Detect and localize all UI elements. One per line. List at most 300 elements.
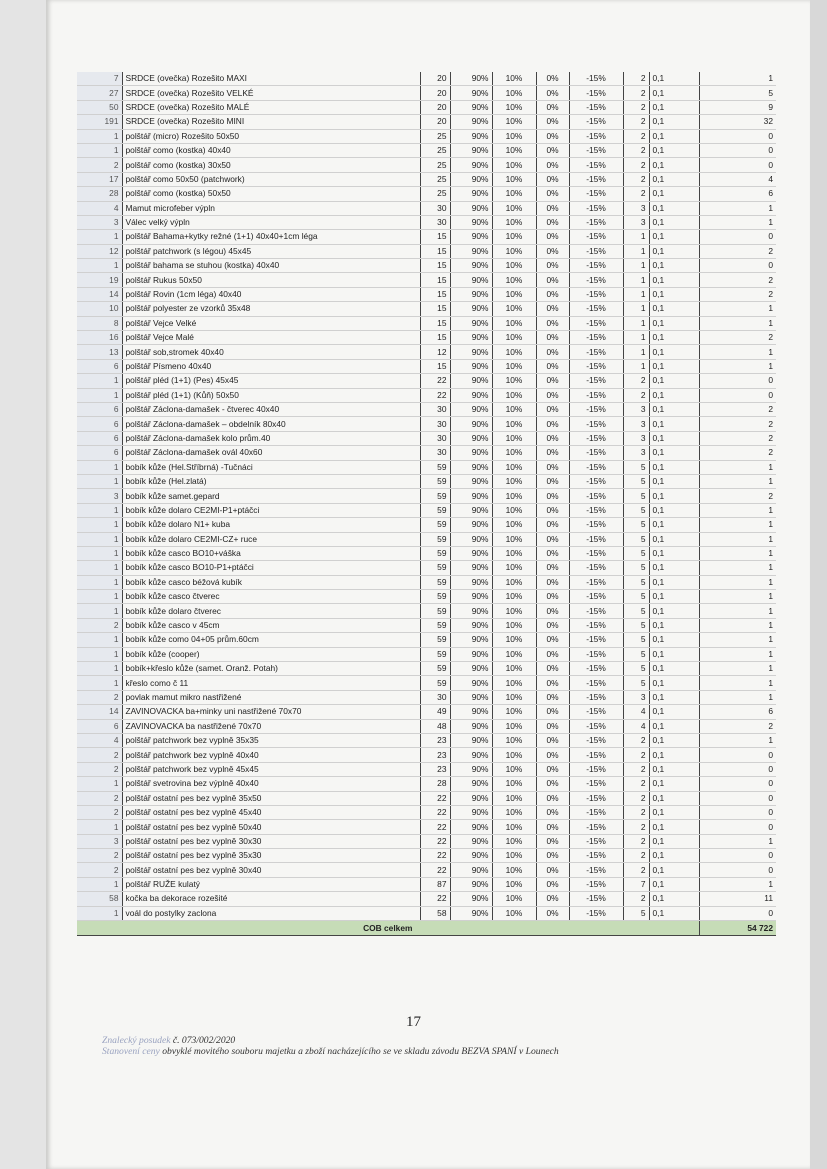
table-row [77, 115, 776, 129]
row-coefficient: 0,1 [649, 647, 699, 661]
row-wear: 90% [450, 690, 492, 704]
row-residual: 10% [492, 474, 536, 488]
row-quantity: 1 [77, 633, 122, 647]
row-residual: 10% [492, 230, 536, 244]
row-markup: 0% [536, 215, 569, 229]
row-markup: 0% [536, 172, 569, 186]
row-value: 1 [699, 834, 776, 848]
row-residual: 10% [492, 417, 536, 431]
row-residual: 10% [492, 115, 536, 129]
row-residual: 10% [492, 100, 536, 114]
row-residual: 10% [492, 604, 536, 618]
row-markup: 0% [536, 590, 569, 604]
row-discount: -15% [569, 115, 623, 129]
row-age: 2 [623, 849, 649, 863]
row-residual: 10% [492, 877, 536, 891]
table-row [77, 431, 776, 445]
table-row [77, 374, 776, 388]
row-residual: 10% [492, 489, 536, 503]
row-discount: -15% [569, 618, 623, 632]
row-wear: 90% [450, 388, 492, 402]
table-row [77, 863, 776, 877]
row-wear: 90% [450, 575, 492, 589]
row-coefficient: 0,1 [649, 518, 699, 532]
row-item-name: polštář como (kostka) 50x50 [122, 187, 420, 201]
row-discount: -15% [569, 705, 623, 719]
row-item-name: polštář bahama se stuhou (kostka) 40x40 [122, 259, 420, 273]
row-unit-price: 25 [420, 158, 450, 172]
row-coefficient: 0,1 [649, 446, 699, 460]
row-coefficient: 0,1 [649, 906, 699, 920]
row-age: 4 [623, 719, 649, 733]
row-wear: 90% [450, 374, 492, 388]
row-wear: 90% [450, 72, 492, 86]
table-row [77, 906, 776, 920]
row-wear: 90% [450, 820, 492, 834]
row-coefficient: 0,1 [649, 489, 699, 503]
table-row [77, 849, 776, 863]
row-coefficient: 0,1 [649, 719, 699, 733]
row-item-name: polštář Rovin (1cm léga) 40x40 [122, 287, 420, 301]
row-wear: 90% [450, 590, 492, 604]
table-row [77, 100, 776, 114]
row-age: 3 [623, 417, 649, 431]
row-quantity: 6 [77, 359, 122, 373]
row-quantity: 2 [77, 805, 122, 819]
table-row [77, 518, 776, 532]
row-age: 2 [623, 187, 649, 201]
row-wear: 90% [450, 906, 492, 920]
table-row [77, 359, 776, 373]
row-residual: 10% [492, 849, 536, 863]
row-markup: 0% [536, 72, 569, 86]
row-coefficient: 0,1 [649, 129, 699, 143]
row-coefficient: 0,1 [649, 158, 699, 172]
row-residual: 10% [492, 316, 536, 330]
row-residual: 10% [492, 431, 536, 445]
row-quantity: 4 [77, 201, 122, 215]
row-quantity: 1 [77, 129, 122, 143]
row-age: 5 [623, 618, 649, 632]
row-item-name: povlak mamut mikro nastřižené [122, 690, 420, 704]
row-discount: -15% [569, 503, 623, 517]
row-quantity: 1 [77, 474, 122, 488]
row-item-name: polštář patchwork bez vyplně 45x45 [122, 762, 420, 776]
row-value: 0 [699, 143, 776, 157]
row-quantity: 16 [77, 331, 122, 345]
row-residual: 10% [492, 733, 536, 747]
row-residual: 10% [492, 143, 536, 157]
row-unit-price: 20 [420, 100, 450, 114]
row-discount: -15% [569, 662, 623, 676]
table-row [77, 733, 776, 747]
footer-line-1-prefix: Znalecký posudek [102, 1035, 171, 1046]
row-item-name: bobík kůže samet.gepard [122, 489, 420, 503]
row-unit-price: 22 [420, 892, 450, 906]
row-value: 1 [699, 633, 776, 647]
row-unit-price: 15 [420, 316, 450, 330]
row-coefficient: 0,1 [649, 201, 699, 215]
row-markup: 0% [536, 849, 569, 863]
row-age: 2 [623, 100, 649, 114]
row-unit-price: 20 [420, 86, 450, 100]
row-unit-price: 20 [420, 115, 450, 129]
row-wear: 90% [450, 719, 492, 733]
row-age: 2 [623, 820, 649, 834]
row-value: 32 [699, 115, 776, 129]
row-residual: 10% [492, 287, 536, 301]
row-wear: 90% [450, 503, 492, 517]
row-markup: 0% [536, 259, 569, 273]
row-coefficient: 0,1 [649, 863, 699, 877]
row-discount: -15% [569, 431, 623, 445]
row-markup: 0% [536, 546, 569, 560]
row-wear: 90% [450, 733, 492, 747]
row-age: 1 [623, 244, 649, 258]
row-residual: 10% [492, 158, 536, 172]
row-item-name: bobík kůže (Hel.Stříbrná) -Tučnáci [122, 460, 420, 474]
row-discount: -15% [569, 201, 623, 215]
table-row [77, 172, 776, 186]
row-item-name: polštář (micro) Rozešito 50x50 [122, 129, 420, 143]
row-value: 2 [699, 446, 776, 460]
footer-line-1 [102, 1035, 235, 1046]
row-markup: 0% [536, 316, 569, 330]
row-discount: -15% [569, 863, 623, 877]
row-age: 5 [623, 647, 649, 661]
table-row [77, 590, 776, 604]
row-coefficient: 0,1 [649, 834, 699, 848]
row-item-name: polštář ostatní pes bez vyplně 35x50 [122, 791, 420, 805]
row-wear: 90% [450, 287, 492, 301]
row-quantity: 2 [77, 158, 122, 172]
row-unit-price: 59 [420, 633, 450, 647]
row-unit-price: 59 [420, 518, 450, 532]
row-residual: 10% [492, 863, 536, 877]
row-markup: 0% [536, 158, 569, 172]
row-age: 5 [623, 532, 649, 546]
row-quantity: 6 [77, 446, 122, 460]
row-unit-price: 15 [420, 359, 450, 373]
row-wear: 90% [450, 446, 492, 460]
row-wear: 90% [450, 100, 492, 114]
row-residual: 10% [492, 331, 536, 345]
row-markup: 0% [536, 187, 569, 201]
row-age: 5 [623, 575, 649, 589]
row-coefficient: 0,1 [649, 604, 699, 618]
row-discount: -15% [569, 805, 623, 819]
row-item-name: bobík kůže (Hel.zlatá) [122, 474, 420, 488]
row-markup: 0% [536, 417, 569, 431]
table-row [77, 662, 776, 676]
row-discount: -15% [569, 604, 623, 618]
row-discount: -15% [569, 316, 623, 330]
row-unit-price: 22 [420, 388, 450, 402]
row-markup: 0% [536, 805, 569, 819]
row-value: 1 [699, 503, 776, 517]
row-quantity: 6 [77, 719, 122, 733]
row-residual: 10% [492, 892, 536, 906]
row-quantity: 12 [77, 244, 122, 258]
row-unit-price: 28 [420, 777, 450, 791]
row-quantity: 6 [77, 417, 122, 431]
row-value: 2 [699, 417, 776, 431]
row-discount: -15% [569, 460, 623, 474]
row-wear: 90% [450, 849, 492, 863]
row-markup: 0% [536, 748, 569, 762]
table-row [77, 331, 776, 345]
row-item-name: kočka ba dekorace rozešité [122, 892, 420, 906]
row-wear: 90% [450, 302, 492, 316]
row-wear: 90% [450, 863, 492, 877]
table-row [77, 143, 776, 157]
row-item-name: ZAVINOVACKA ba+minky uni nastřižené 70x70 [122, 705, 420, 719]
row-item-name: polštář ostatní pes bez vyplně 30x30 [122, 834, 420, 848]
row-unit-price: 15 [420, 287, 450, 301]
row-unit-price: 59 [420, 676, 450, 690]
table-row [77, 259, 776, 273]
table-row [77, 618, 776, 632]
row-coefficient: 0,1 [649, 705, 699, 719]
row-discount: -15% [569, 187, 623, 201]
row-residual: 10% [492, 86, 536, 100]
row-age: 5 [623, 546, 649, 560]
row-item-name: polštář Záclona-damašek - čtverec 40x40 [122, 402, 420, 416]
row-age: 3 [623, 201, 649, 215]
row-wear: 90% [450, 762, 492, 776]
row-wear: 90% [450, 633, 492, 647]
row-item-name: polštář Rukus 50x50 [122, 273, 420, 287]
footer-line-1-text: č. 073/002/2020 [172, 1035, 236, 1046]
row-item-name: bobík kůže casco BO10-P1+ptáčci [122, 561, 420, 575]
row-value: 1 [699, 662, 776, 676]
table-row [77, 748, 776, 762]
row-age: 3 [623, 446, 649, 460]
row-coefficient: 0,1 [649, 676, 699, 690]
row-item-name: polštář pléd (1+1) (Kůň) 50x50 [122, 388, 420, 402]
row-item-name: bobík kůže dolaro CE2MI-CZ+ ruce [122, 532, 420, 546]
row-coefficient: 0,1 [649, 374, 699, 388]
row-discount: -15% [569, 590, 623, 604]
row-unit-price: 22 [420, 863, 450, 877]
row-markup: 0% [536, 575, 569, 589]
row-wear: 90% [450, 834, 492, 848]
row-wear: 90% [450, 215, 492, 229]
row-discount: -15% [569, 906, 623, 920]
row-residual: 10% [492, 532, 536, 546]
row-discount: -15% [569, 259, 623, 273]
table-row [77, 388, 776, 402]
row-age: 2 [623, 777, 649, 791]
row-markup: 0% [536, 777, 569, 791]
row-coefficient: 0,1 [649, 172, 699, 186]
row-age: 5 [623, 633, 649, 647]
row-age: 5 [623, 662, 649, 676]
row-coefficient: 0,1 [649, 417, 699, 431]
row-residual: 10% [492, 633, 536, 647]
row-wear: 90% [450, 172, 492, 186]
row-quantity: 58 [77, 892, 122, 906]
row-quantity: 1 [77, 561, 122, 575]
row-wear: 90% [450, 604, 492, 618]
row-quantity: 3 [77, 489, 122, 503]
row-wear: 90% [450, 676, 492, 690]
row-markup: 0% [536, 273, 569, 287]
row-markup: 0% [536, 676, 569, 690]
row-item-name: polštář ostatní pes bez vyplně 30x40 [122, 863, 420, 877]
row-value: 1 [699, 215, 776, 229]
table-row [77, 820, 776, 834]
row-unit-price: 23 [420, 748, 450, 762]
row-value: 0 [699, 748, 776, 762]
row-quantity: 1 [77, 460, 122, 474]
row-markup: 0% [536, 345, 569, 359]
row-age: 5 [623, 518, 649, 532]
row-quantity: 1 [77, 590, 122, 604]
row-coefficient: 0,1 [649, 331, 699, 345]
row-discount: -15% [569, 287, 623, 301]
row-residual: 10% [492, 546, 536, 560]
row-discount: -15% [569, 647, 623, 661]
row-coefficient: 0,1 [649, 431, 699, 445]
row-markup: 0% [536, 705, 569, 719]
row-discount: -15% [569, 489, 623, 503]
row-quantity: 2 [77, 849, 122, 863]
row-wear: 90% [450, 129, 492, 143]
row-value: 1 [699, 201, 776, 215]
row-value: 0 [699, 820, 776, 834]
row-markup: 0% [536, 791, 569, 805]
row-wear: 90% [450, 647, 492, 661]
row-quantity: 1 [77, 259, 122, 273]
row-markup: 0% [536, 474, 569, 488]
row-unit-price: 30 [420, 201, 450, 215]
page-number: 17 [406, 1014, 421, 1030]
row-discount: -15% [569, 86, 623, 100]
table-row [77, 777, 776, 791]
row-wear: 90% [450, 273, 492, 287]
row-value: 2 [699, 244, 776, 258]
row-age: 5 [623, 474, 649, 488]
table-row [77, 532, 776, 546]
row-value: 0 [699, 230, 776, 244]
row-age: 2 [623, 72, 649, 86]
row-age: 7 [623, 877, 649, 891]
table-row [77, 345, 776, 359]
row-markup: 0% [536, 489, 569, 503]
row-residual: 10% [492, 561, 536, 575]
row-unit-price: 59 [420, 489, 450, 503]
row-value: 11 [699, 892, 776, 906]
row-unit-price: 15 [420, 230, 450, 244]
row-discount: -15% [569, 690, 623, 704]
row-value: 0 [699, 374, 776, 388]
row-value: 4 [699, 172, 776, 186]
row-markup: 0% [536, 388, 569, 402]
row-quantity: 4 [77, 733, 122, 747]
row-quantity: 19 [77, 273, 122, 287]
row-markup: 0% [536, 820, 569, 834]
row-discount: -15% [569, 72, 623, 86]
row-discount: -15% [569, 273, 623, 287]
table-row [77, 273, 776, 287]
row-coefficient: 0,1 [649, 143, 699, 157]
row-age: 2 [623, 805, 649, 819]
table-row [77, 690, 776, 704]
row-item-name: polštář como (kostka) 30x50 [122, 158, 420, 172]
row-wear: 90% [450, 402, 492, 416]
row-quantity: 1 [77, 546, 122, 560]
row-coefficient: 0,1 [649, 460, 699, 474]
row-value: 1 [699, 733, 776, 747]
row-unit-price: 59 [420, 532, 450, 546]
row-value: 0 [699, 777, 776, 791]
row-item-name: bobík kůže dolaro čtverec [122, 604, 420, 618]
footer-line-2-text: obvyklé movitého souboru majetku a zboží nacházejícího se ve skladu závodu BEZVA SPANÍ v Lounech [162, 1046, 559, 1057]
row-age: 2 [623, 892, 649, 906]
row-coefficient: 0,1 [649, 273, 699, 287]
row-coefficient: 0,1 [649, 733, 699, 747]
row-age: 2 [623, 762, 649, 776]
row-value: 1 [699, 532, 776, 546]
row-age: 3 [623, 690, 649, 704]
row-coefficient: 0,1 [649, 690, 699, 704]
row-coefficient: 0,1 [649, 244, 699, 258]
row-wear: 90% [450, 359, 492, 373]
row-coefficient: 0,1 [649, 590, 699, 604]
row-unit-price: 30 [420, 402, 450, 416]
row-discount: -15% [569, 302, 623, 316]
row-age: 2 [623, 158, 649, 172]
row-wear: 90% [450, 316, 492, 330]
row-unit-price: 25 [420, 143, 450, 157]
row-age: 2 [623, 374, 649, 388]
row-unit-price: 25 [420, 187, 450, 201]
row-residual: 10% [492, 446, 536, 460]
row-value: 2 [699, 431, 776, 445]
row-residual: 10% [492, 748, 536, 762]
table-row [77, 129, 776, 143]
row-markup: 0% [536, 100, 569, 114]
row-item-name: bobík kůže casco BO10+váška [122, 546, 420, 560]
row-value: 6 [699, 187, 776, 201]
row-discount: -15% [569, 374, 623, 388]
row-unit-price: 58 [420, 906, 450, 920]
row-quantity: 1 [77, 877, 122, 891]
row-residual: 10% [492, 791, 536, 805]
row-unit-price: 30 [420, 417, 450, 431]
row-age: 5 [623, 561, 649, 575]
row-age: 3 [623, 431, 649, 445]
row-unit-price: 22 [420, 820, 450, 834]
table-row [77, 762, 776, 776]
scanner-right-edge [810, 0, 827, 1169]
row-coefficient: 0,1 [649, 820, 699, 834]
row-markup: 0% [536, 302, 569, 316]
row-unit-price: 20 [420, 72, 450, 86]
row-unit-price: 15 [420, 244, 450, 258]
row-value: 5 [699, 86, 776, 100]
row-discount: -15% [569, 215, 623, 229]
table-row [77, 892, 776, 906]
row-discount: -15% [569, 518, 623, 532]
row-value: 1 [699, 316, 776, 330]
row-quantity: 1 [77, 388, 122, 402]
row-value: 1 [699, 546, 776, 560]
row-wear: 90% [450, 244, 492, 258]
row-quantity: 1 [77, 143, 122, 157]
row-discount: -15% [569, 762, 623, 776]
